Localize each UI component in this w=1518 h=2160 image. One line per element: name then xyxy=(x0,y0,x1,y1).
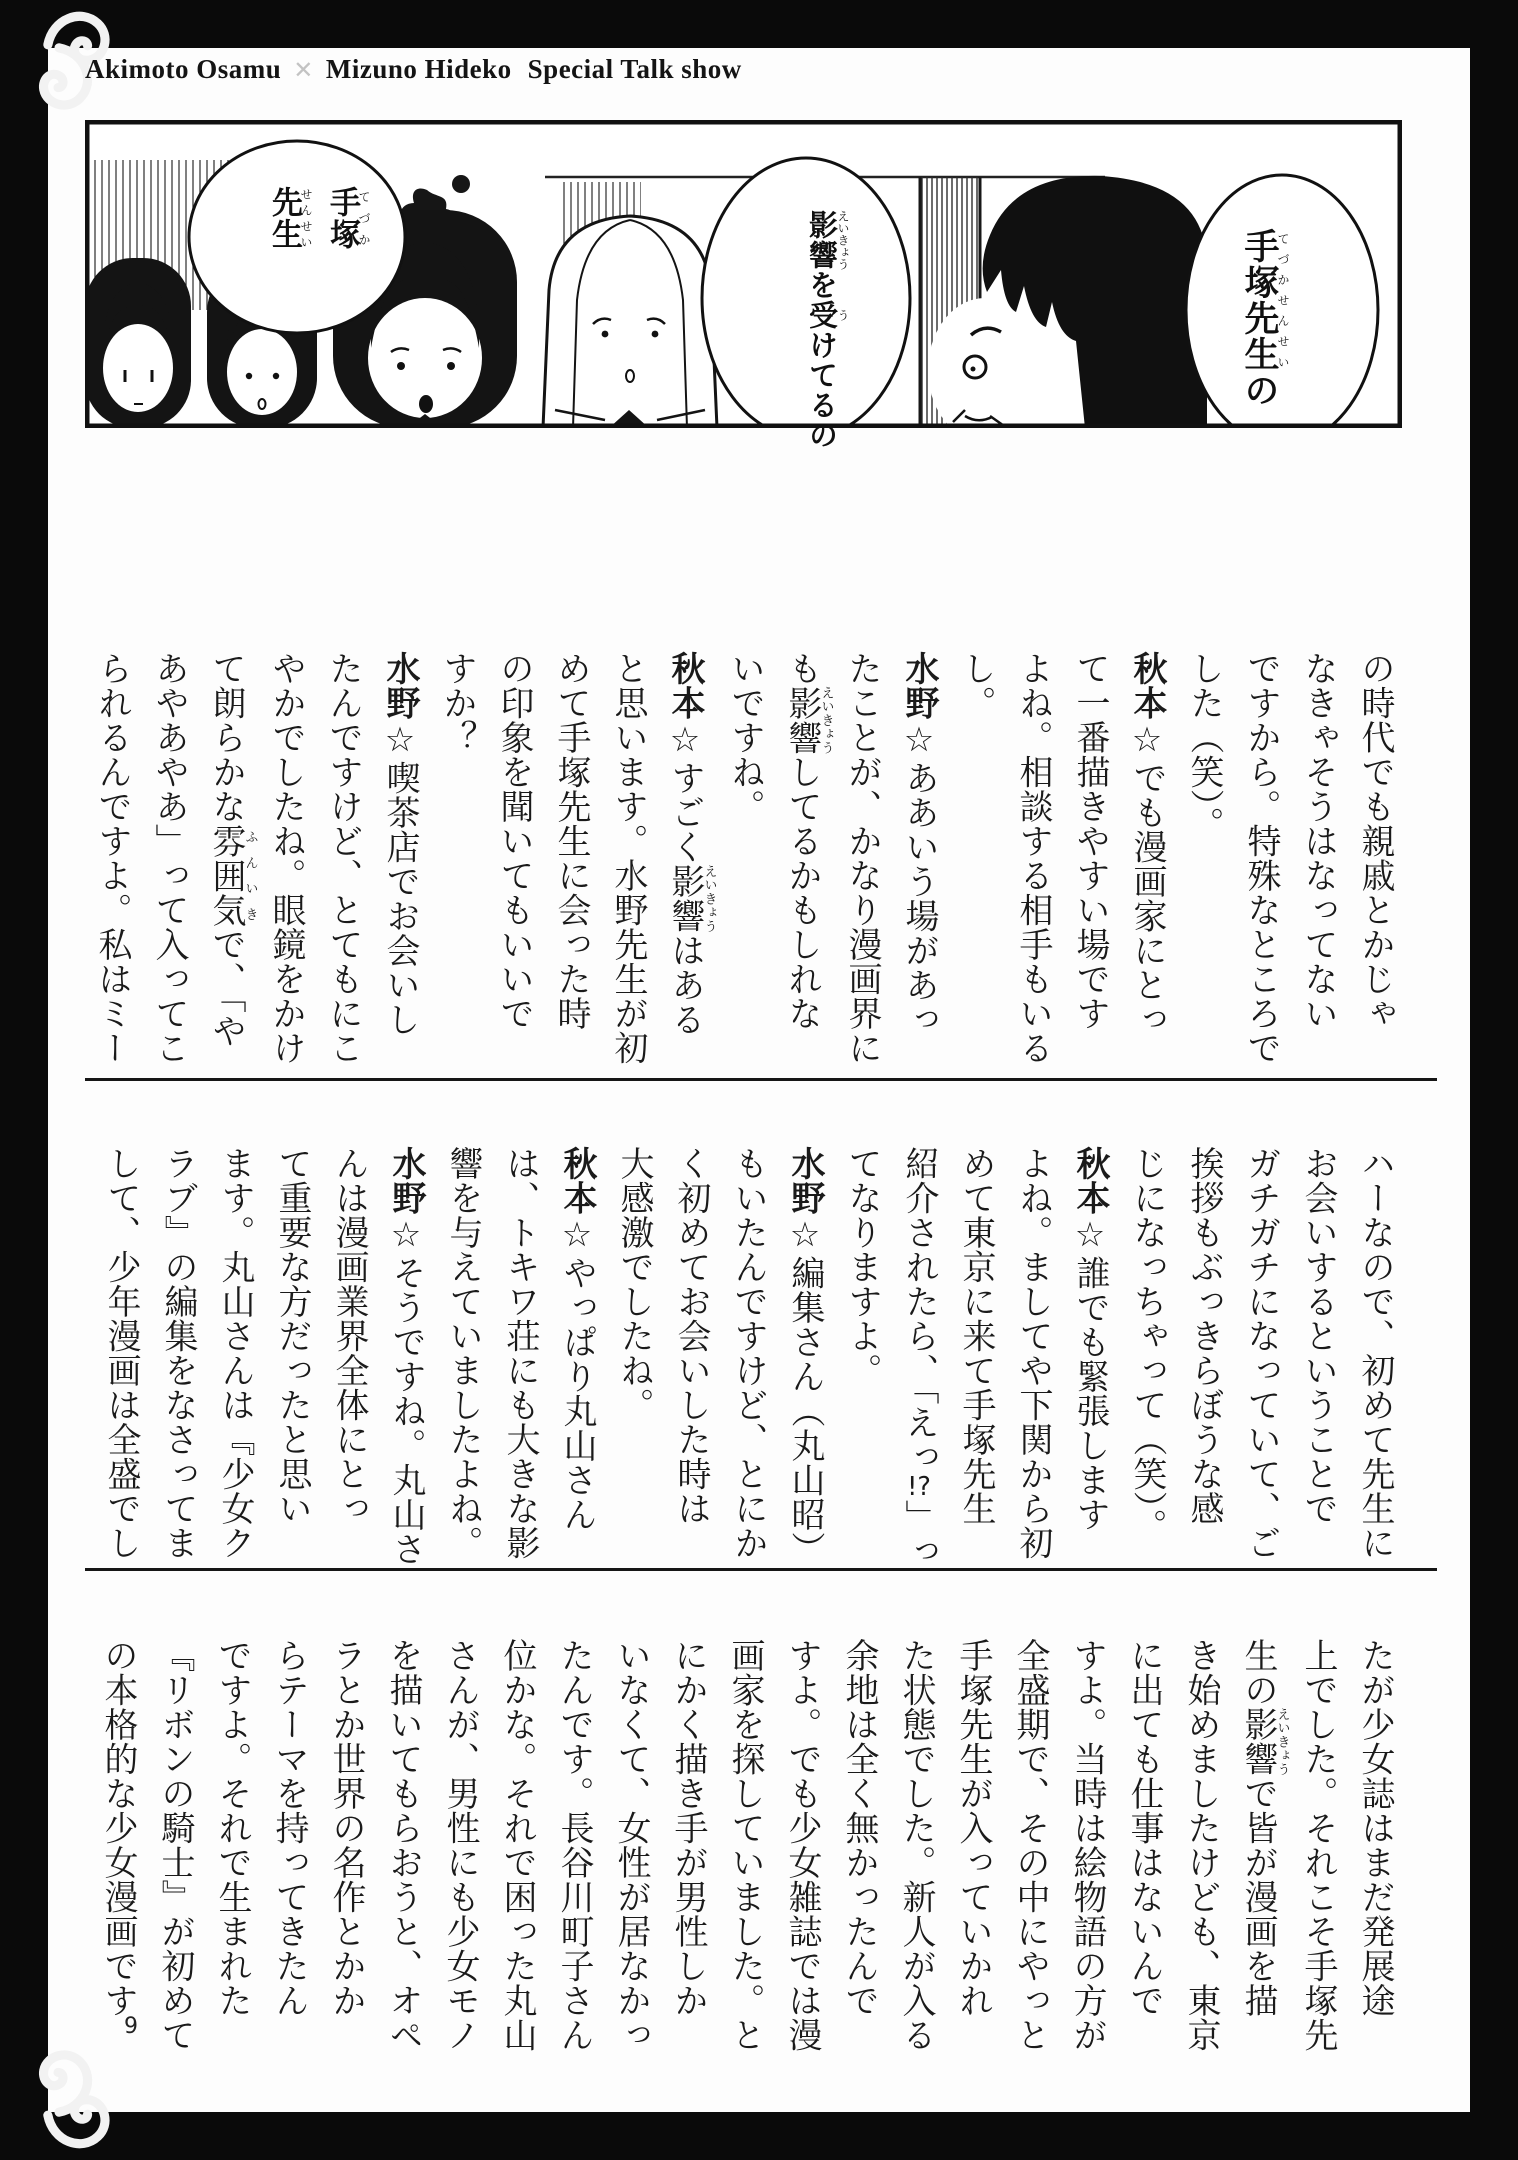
text-column: く初めてお会いした時は xyxy=(671,1146,711,1526)
author-akimoto: Akimoto Osamu xyxy=(85,54,282,84)
text-column: にかく描き手が男性しか xyxy=(668,1638,708,2018)
text-column: ラとか世界の名作とかか xyxy=(326,1638,366,2018)
text-column: て朗らかな雰囲気ふんいきで、「や xyxy=(206,651,258,1048)
text-column: よね。ましてや下関から初 xyxy=(1013,1146,1053,1560)
text-column: たが少女誌はまだ発展途 xyxy=(1355,1638,1395,2018)
text-column: らテーマを持ってきたん xyxy=(269,1638,309,2018)
text-column: ハーなので、初めて先生に xyxy=(1355,1146,1395,1560)
text-column: て一番描きやすい場です xyxy=(1070,651,1110,1031)
text-column: てなりますよ。 xyxy=(842,1146,882,1388)
text-column: て重要な方だったと思い xyxy=(272,1146,312,1526)
text-column: ラブ』の編集をなさってま xyxy=(158,1146,198,1560)
text-column: ですよ。それで生まれた xyxy=(212,1638,252,2018)
text-column: して、少年漫画は全盛でし xyxy=(101,1146,141,1560)
interview-block-3 xyxy=(92,1638,1403,2108)
text-column: んは漫画業界全体にとっ xyxy=(329,1146,369,1526)
text-column: 余地は全く無かったんで xyxy=(839,1638,879,2018)
text-column: も影響えいきょうしてるかもしれな xyxy=(782,651,834,1031)
text-column: やかでしたね。眼鏡をかけ xyxy=(266,651,306,1065)
text-column: 生の影響えいきょうで皆が漫画を描 xyxy=(1238,1638,1290,2018)
text-column: られるんですよ。私はミー xyxy=(92,651,132,1065)
text-column: たんですけど、とてもにこ xyxy=(323,651,363,1065)
text-column: 秋本☆誰でも緊張します xyxy=(1070,1146,1110,1532)
text-column: すよ。でも少女雑誌では漫 xyxy=(782,1638,822,2052)
text-column: 上でした。それこそ手塚先 xyxy=(1298,1638,1338,2052)
text-column: 先生せんせい xyxy=(266,186,313,250)
girl-1 xyxy=(85,258,191,428)
text-column: ガチガチになっていて、ご xyxy=(1241,1146,1281,1560)
text-column: よね。相談する相手もいる xyxy=(1013,651,1053,1065)
bubble-text-influence: 影響えいきょうを受うけてるの xyxy=(805,210,850,450)
text-column: すか？ xyxy=(437,651,477,755)
text-column: を描いてもらおうと、オペ xyxy=(383,1638,423,2052)
interview-block-2 xyxy=(92,1146,1403,1572)
text-column: き始めましたけども、東京 xyxy=(1181,1638,1221,2052)
text-column: 画家を探していました。と xyxy=(725,1638,765,2052)
text-column: 挨拶もぶっきらぼうな感 xyxy=(1184,1146,1224,1526)
text-column: 手塚先生が入っていかれ xyxy=(953,1638,993,2018)
text-column: は、トキワ荘にも大きな影 xyxy=(500,1146,540,1560)
manga-panel xyxy=(85,120,1402,450)
text-column: し。 xyxy=(956,651,996,720)
text-column: ます。丸山さんは『少女ク xyxy=(215,1146,255,1560)
text-column: めて東京に来て手塚先生 xyxy=(956,1146,996,1526)
text-column: 秋本☆でも漫画家にとっ xyxy=(1127,651,1167,1037)
text-column: に出ても仕事はないんで xyxy=(1124,1638,1164,2018)
text-column: なきゃそうはなってない xyxy=(1298,651,1338,1031)
interview-block-1 xyxy=(92,651,1403,1077)
text-column: 全盛期で、その中にやっと xyxy=(1010,1638,1050,2052)
text-column: たことが、かなり漫画界に xyxy=(842,651,882,1065)
text-column: 秋本☆やっぱり丸山さん xyxy=(557,1146,597,1532)
text-column: 紹介されたら、「えっ!?」っ xyxy=(899,1146,939,1569)
text-column: もいたんですけど、とにか xyxy=(728,1146,768,1560)
text-column: 水野☆喫茶店でお会いし xyxy=(380,651,420,1037)
text-column: すよ。当時は絵物語の方が xyxy=(1067,1638,1107,2052)
text-column: 水野☆ああいう場があっ xyxy=(899,651,939,1037)
text-column: 大感激でしたね。 xyxy=(614,1146,654,1422)
text-column: いなくて、女性が居なかっ xyxy=(611,1638,651,2052)
text-column: 響を与えていましたよね。 xyxy=(443,1146,483,1560)
text-column: いですね。 xyxy=(725,651,765,824)
text-column: た状態でした。新人が入る xyxy=(896,1638,936,2052)
text-column: の時代でも親戚とかじゃ xyxy=(1355,651,1395,1031)
text-column: 手塚てづか xyxy=(324,186,371,250)
text-column: じになっちゃって（笑）。 xyxy=(1127,1146,1167,1543)
text-column: と思います。水野先生が初 xyxy=(608,651,648,1065)
text-column: の本格的な少女漫画です xyxy=(98,1638,138,2018)
text-column: 水野☆編集さん（丸山昭） xyxy=(785,1146,825,1566)
text-column: あやあやあ」って入ってこ xyxy=(149,651,189,1065)
text-column: めて手塚先生に会った時 xyxy=(551,651,591,1031)
text-column: お会いするということで xyxy=(1298,1146,1338,1526)
text-column: 位かな。それで困った丸山 xyxy=(497,1638,537,2052)
section-divider-1 xyxy=(85,1078,1437,1081)
section-divider-2 xyxy=(85,1568,1437,1571)
bubble-text-tezuka-sensei-no: 手塚先生てづかせんせいの xyxy=(1239,228,1290,408)
text-column: さんが、男性にも少女モノ xyxy=(440,1638,480,2052)
text-column: ですから。特殊なところで xyxy=(1241,651,1281,1065)
bubble-text-tezuka-sensei xyxy=(255,186,371,326)
cross-separator-icon: ✕ xyxy=(293,56,314,84)
event-title: Special Talk show xyxy=(527,54,742,84)
text-column: 秋本☆すごく影響えいきょうはある xyxy=(665,651,717,1037)
text-column: の印象を聞いてもいいで xyxy=(494,651,534,1031)
text-column: たんです。長谷川町子さん xyxy=(554,1638,594,2052)
text-column: 『リボンの騎士』が初めて xyxy=(155,1638,195,2052)
talkshow-header xyxy=(85,54,742,85)
text-column: 水野☆そうですね。丸山さ xyxy=(386,1146,426,1566)
text-column: した（笑）。 xyxy=(1184,651,1224,841)
author-mizuno: Mizuno Hideko xyxy=(325,54,512,84)
page-number: 9 xyxy=(124,2014,138,2039)
